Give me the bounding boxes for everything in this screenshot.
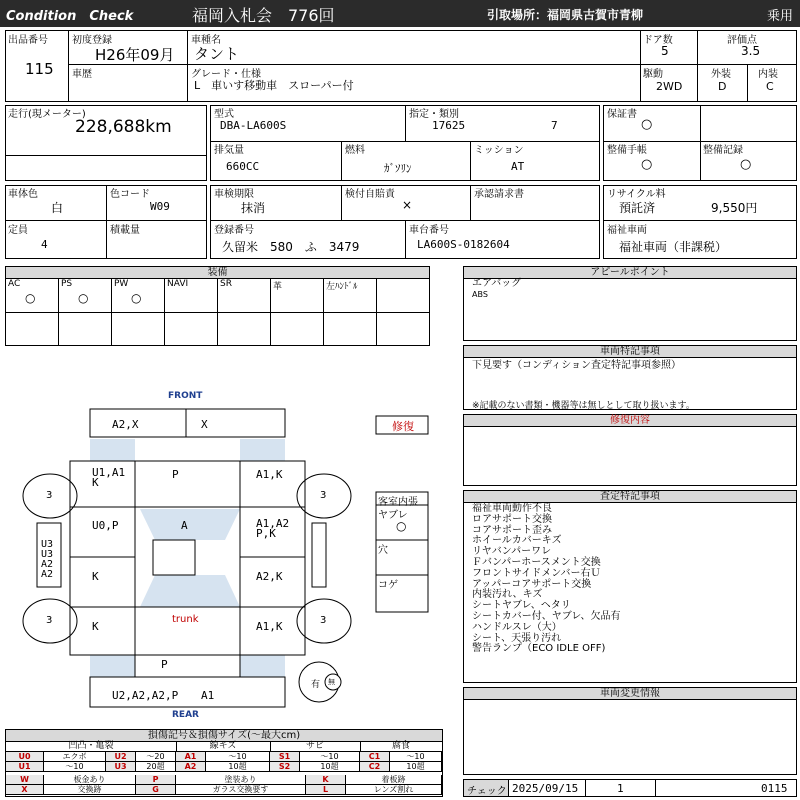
- mark-rear-bumper-left: U2,A2,A2,P: [112, 689, 179, 702]
- mark-fl-fender: U1,A1 K: [92, 466, 126, 489]
- legend-cell: ガラス交換要す: [176, 785, 306, 795]
- legend-cell: 交換跡: [44, 785, 136, 795]
- load-label: 積載量: [110, 225, 140, 236]
- legend-group: 凹凸・亀裂: [6, 741, 177, 752]
- drive-value: 2WD: [656, 80, 683, 93]
- fuel-label: 燃料: [345, 145, 365, 156]
- legend-cell: K: [306, 775, 346, 785]
- legend-cell: 塗装あり: [176, 775, 306, 785]
- inspection-note: リヤバンパーワレ: [472, 546, 552, 558]
- check-label: チェック: [467, 786, 507, 797]
- equipment-value: ○: [25, 291, 36, 305]
- equipment-value: ○: [78, 291, 89, 305]
- service-book-label: 整備手帳: [607, 145, 647, 156]
- score-label: 評価点: [727, 35, 757, 46]
- front-label: FRONT: [168, 391, 203, 401]
- first-reg-value: H26年09月: [95, 46, 175, 64]
- mark-rl-quarter: K: [92, 620, 99, 633]
- appeal-line: エアバッグ: [472, 278, 522, 289]
- recycle-fee: 9,550円: [711, 201, 758, 215]
- inspection-note: 警告ランプ（ECO IDLE OFF): [472, 643, 606, 655]
- capacity-label: 定員: [8, 225, 28, 236]
- cabin-title: 客室内張: [378, 497, 418, 508]
- spare-tire-label: 有: [311, 680, 321, 690]
- first-reg-label: 初度登録: [72, 35, 112, 46]
- inspection-note: ハンドルスレ（大）: [472, 621, 562, 633]
- legend-group: サビ: [270, 741, 361, 752]
- exterior-label: 外装: [711, 69, 731, 80]
- warranty-label: 保証書: [607, 109, 637, 120]
- legend-cell: ～10: [44, 762, 106, 772]
- service-record-label: 整備記録: [703, 145, 743, 156]
- approval-label: 承認請求書: [474, 189, 524, 200]
- service-record-value: ○: [740, 157, 752, 172]
- mark-rr-quarter: A1,K: [256, 620, 283, 633]
- plate-value: 久留米 580 ふ 3479: [222, 240, 360, 254]
- interior-value: C: [766, 80, 774, 93]
- repair-diagram-label: 修復: [392, 420, 414, 433]
- repair-title: 修復内容: [464, 415, 796, 427]
- equipment-label: SR: [220, 279, 232, 289]
- equipment-label: AC: [8, 279, 21, 289]
- tire-rr: 3: [320, 615, 327, 626]
- category-number: 7: [551, 119, 558, 132]
- designation-value: 17625: [432, 119, 466, 132]
- mark-left-side: U3 U3 A2 A2: [41, 539, 54, 580]
- welfare-value: 福祉車両（非課税）: [619, 240, 728, 254]
- equipment-label: 左ﾊﾝﾄﾞﾙ: [326, 282, 358, 292]
- legend-cell: ～10: [206, 752, 270, 762]
- equipment-label: PS: [61, 279, 73, 289]
- cabin-tear-value: ○: [396, 519, 407, 533]
- check-code: 0115: [761, 782, 788, 795]
- name-label: 車種名: [191, 35, 221, 46]
- mark-front-left: A2,X: [112, 418, 139, 431]
- legend-cell: W: [6, 775, 44, 785]
- legend-cell: ～10: [390, 752, 442, 762]
- mark-fr-fender: A1,K: [256, 468, 283, 481]
- color-code-label: 色コード: [110, 189, 150, 200]
- changes-box: [463, 687, 797, 775]
- legend-cell: 10超: [300, 762, 360, 772]
- legend-cell: C2: [360, 762, 390, 772]
- lot-label: 出品番号: [8, 35, 48, 46]
- lot-number: 115: [25, 60, 54, 78]
- legend-cell: L: [306, 785, 346, 795]
- grade-label: グレード・仕様: [191, 69, 261, 80]
- score-value: 3.5: [741, 44, 761, 58]
- model-value: DBA-LA600S: [220, 119, 287, 132]
- legend-cell: A2: [176, 762, 206, 772]
- inspection-label: 車検期限: [214, 189, 254, 200]
- plate-label: 登録番号: [214, 225, 254, 236]
- inspection-note: ロアサポート交換: [472, 513, 552, 525]
- recycle-label: リサイクル料: [607, 189, 666, 200]
- brand-title: Condition Check: [6, 9, 134, 24]
- legend-cell: 10超: [390, 762, 442, 772]
- legend-cell: レンズ割れ: [346, 785, 442, 795]
- check-count: 1: [617, 782, 624, 795]
- interior-label: 内装: [758, 69, 778, 80]
- changes-title: 車両変更情報: [464, 688, 796, 700]
- mark-rear-center: P: [161, 658, 168, 671]
- transmission-value: AT: [511, 160, 525, 173]
- legend-cell: 板金あり: [44, 775, 136, 785]
- vehicle-name: タント: [194, 45, 240, 63]
- legend-title: 損傷記号＆損傷サイズ(～最大cm): [6, 730, 442, 742]
- rear-label: REAR: [172, 710, 199, 720]
- designation-label: 指定・類別: [409, 109, 459, 120]
- inspection-note: コアサポート歪み: [472, 524, 552, 536]
- legend-cell: 着板跡: [346, 775, 442, 785]
- mileage-label: 走行(現メーター): [8, 109, 86, 120]
- legend-cell: ～10: [300, 752, 360, 762]
- color-value: 白: [51, 201, 64, 215]
- equipment-title: 装備: [6, 267, 429, 279]
- displacement-value: 660CC: [226, 160, 260, 173]
- check-date: 2025/09/15: [512, 782, 579, 795]
- mark-rr-door: A2,K: [256, 570, 283, 583]
- legend-cell: P: [136, 775, 176, 785]
- pickup-location: 引取場所：福岡県古賀市青柳: [487, 8, 644, 22]
- capacity-value: 4: [41, 238, 48, 251]
- inspection-note: 福祉車両動作不良: [472, 503, 552, 514]
- legend-cell: U2: [106, 752, 136, 762]
- inspection-value: 抹消: [241, 201, 266, 215]
- drive-label: 駆動: [643, 69, 663, 80]
- tire-rl: 3: [46, 615, 53, 626]
- fuel-value: ｶﾞｿﾘﾝ: [384, 162, 412, 175]
- doors-value: 5: [661, 44, 669, 58]
- legend-cell: 20超: [136, 762, 176, 772]
- cabin-burn-label: コゲ: [378, 580, 398, 591]
- trunk-label: trunk: [172, 614, 199, 625]
- legend-cell: X: [6, 785, 44, 795]
- legend-cell: U3: [106, 762, 136, 772]
- history-label: 車歴: [72, 69, 92, 80]
- doors-label: ドア数: [643, 35, 673, 46]
- mark-fr-door: A1,A2 P,K: [256, 517, 290, 540]
- inspection-note: シートカバー付、ヤブレ、欠品有: [472, 610, 621, 622]
- legend-cell: S2: [270, 762, 300, 772]
- mark-hood: P: [172, 468, 179, 481]
- special-line: 下見要す（コンディション査定特記事項参照）: [472, 360, 681, 371]
- legend-group: 腐食: [360, 741, 443, 752]
- appeal-title: アピールポイント: [464, 267, 796, 279]
- legend-cell: 10超: [206, 762, 270, 772]
- equipment-label: PW: [114, 279, 129, 289]
- legend-cell: エクボ: [44, 752, 106, 762]
- car-damage-diagram: [0, 385, 460, 725]
- tire-fl: 3: [46, 490, 53, 501]
- mark-rear-bumper-right: A1: [201, 689, 215, 702]
- equipment-label: 革: [273, 282, 283, 292]
- cabin-tear-label: ヤブレ: [378, 510, 408, 521]
- inspection-note: ホイールカバーキズ: [472, 535, 562, 547]
- chassis-label: 車台番号: [409, 225, 449, 236]
- vehicle-category: 乗用: [767, 9, 794, 24]
- inspection-note: シートヤブレ、ヘタリ: [472, 600, 571, 612]
- inspection-note: 内装汚れ、キズ: [472, 589, 543, 601]
- spare-tire-icon: 無: [328, 678, 335, 686]
- recycle-status: 預託済: [619, 201, 656, 215]
- welfare-label: 福祉車両: [607, 225, 647, 236]
- mark-roof-front: A: [181, 519, 188, 532]
- special-title: 車両特記事項: [464, 346, 796, 358]
- legend-cell: U1: [6, 762, 44, 772]
- color-label: 車体色: [8, 189, 38, 200]
- displacement-label: 排気量: [214, 145, 244, 156]
- inspection-notes-title: 査定特記事項: [464, 491, 796, 503]
- inspection-note: フロントサイドメンバー右Ｕ: [472, 567, 601, 579]
- legend-cell: G: [136, 785, 176, 795]
- inspection-note: Ｆバンパーホースメント交換: [472, 556, 601, 568]
- legend-cell: ～20: [136, 752, 176, 762]
- cabin-hole-label: 穴: [378, 545, 388, 556]
- grade-value: L 車いす移動車 スローパー付: [194, 79, 354, 92]
- legend-cell: U0: [6, 752, 44, 762]
- color-code-value: W09: [150, 200, 170, 213]
- model-label: 型式: [214, 109, 234, 120]
- transmission-label: ミッション: [474, 145, 524, 156]
- service-book-value: ○: [641, 157, 653, 172]
- special-note: ※記載のない書類・機器等は無しとして取り扱います。: [472, 401, 695, 411]
- appeal-line: ABS: [472, 290, 488, 299]
- insurance-label: 検付自賠責: [345, 189, 395, 200]
- legend-cell: C1: [360, 752, 390, 762]
- inspection-note: アッパーコアサポート交換: [472, 578, 592, 590]
- legend-cell: S1: [270, 752, 300, 762]
- mark-rl-door: K: [92, 570, 99, 583]
- legend-group: 線キズ: [176, 741, 271, 752]
- insurance-value: ×: [402, 198, 413, 212]
- exterior-value: D: [718, 80, 727, 93]
- auction-title: 福岡入札会 776回: [192, 6, 335, 25]
- mark-front-right: X: [201, 418, 208, 431]
- warranty-value: ○: [641, 117, 653, 132]
- chassis-value: LA600S-0182604: [417, 238, 510, 251]
- mark-fl-door: U0,P: [92, 519, 119, 532]
- tire-fr: 3: [320, 490, 327, 501]
- legend-cell: A1: [176, 752, 206, 762]
- mileage-value: 228,688km: [75, 117, 172, 137]
- inspection-note: シート、天張り汚れ: [472, 632, 562, 644]
- equipment-value: ○: [131, 291, 142, 305]
- equipment-label: NAVI: [167, 279, 189, 289]
- header-bar: [0, 0, 800, 27]
